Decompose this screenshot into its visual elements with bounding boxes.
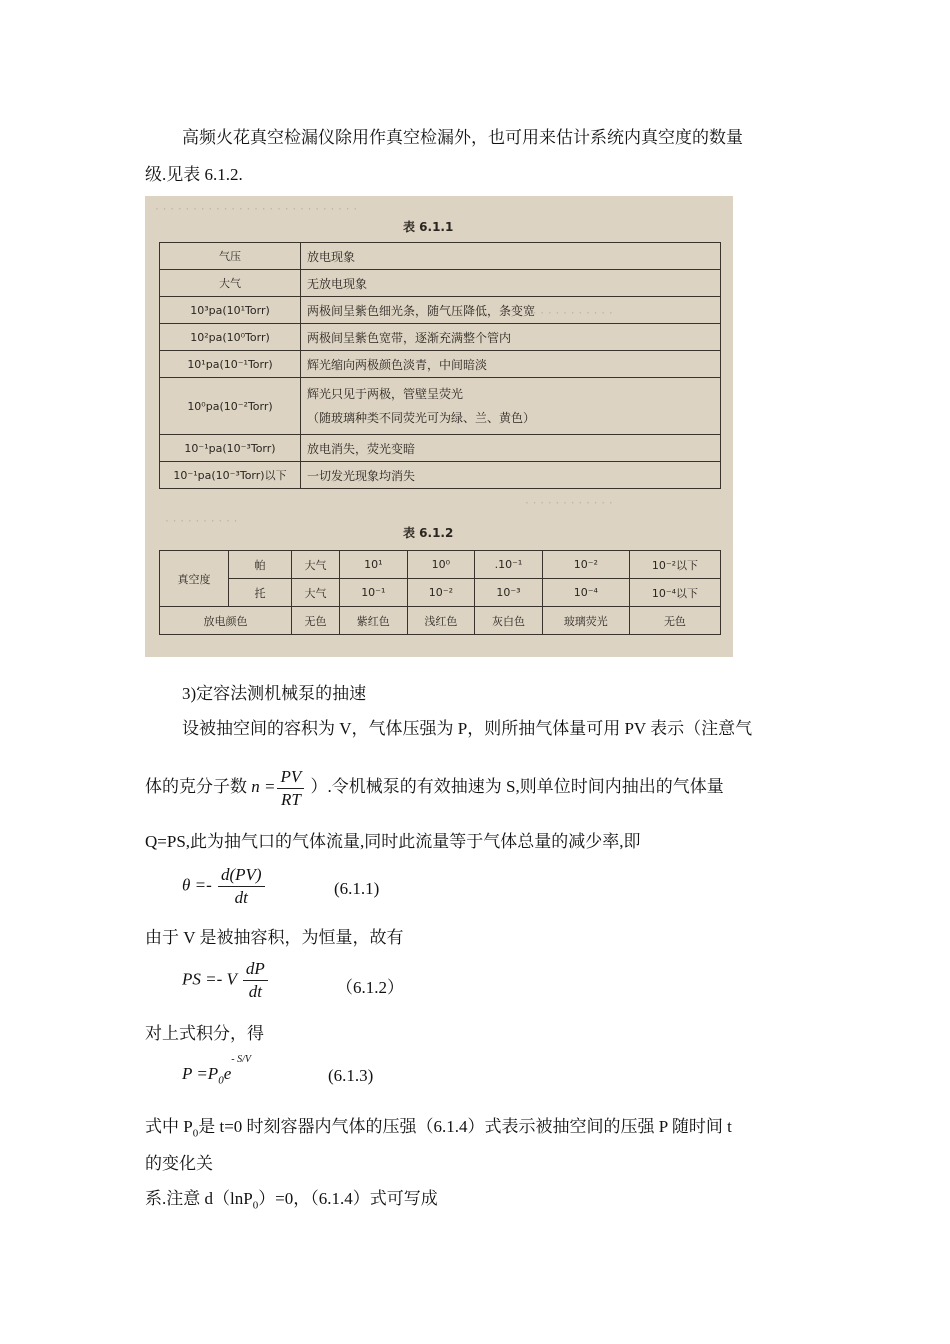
table-cell: 10⁻¹pa(10⁻³Torr)以下 [160,462,301,489]
table-cell: 10⁻¹ [340,579,408,607]
paragraph-line: 设被抽空间的容积为 V，气体压强为 P，则所抽气体量可用 PV 表示（注意气 [182,719,753,738]
table-row [160,297,721,324]
text-segment: 体的克分子数 [145,777,247,796]
table-title: 表 6.1.2 [403,526,454,540]
table-cell: 紫红色 [340,607,408,635]
table-cell: 帕 [229,551,292,579]
paragraph-line [145,762,724,812]
table-cell: 放电颜色 [160,607,292,635]
table-cell: 气压 [160,243,301,270]
table-row [160,435,721,462]
section-heading: 3)定容法测机械泵的抽速 [182,684,367,703]
table-cell: 放电现象 [301,243,721,270]
table-row [160,351,721,378]
table-cell: 10⁻²以下 [629,551,720,579]
table-row [160,579,721,607]
table-cell: 玻璃荧光 [542,607,629,635]
table-cell: 两极间呈紫色细光条，随气压降低，条变宽 [301,297,721,324]
equation-number: (6.1.3) [328,1066,374,1085]
table-row [160,378,721,435]
paragraph-line: 由于 V 是被抽容积，为恒量，故有 [145,928,404,947]
text-segment: 是 t=0 时刻容器内气体的压强（6.1.4）式表示被抽空间的压强 P 随时间 t [198,1117,732,1136]
paragraph-line: 的变化关 [145,1154,213,1173]
table-cell: 10⁻¹pa(10⁻³Torr) [160,435,301,462]
table-cell: 10⁻⁴以下 [629,579,720,607]
table-cell: 无放电现象 [301,270,721,297]
vacuum-color-table [159,550,721,635]
text-segment: ）=0，（6.1.4）式可写成 [258,1189,438,1208]
discharge-table [159,242,721,489]
table-row [160,324,721,351]
paragraph-line: Q=PS,此为抽气口的气体流量,同时此流量等于气体总量的减少率,即 [145,832,641,851]
table-cell: 10⁰pa(10⁻²Torr) [160,378,301,435]
table-cell: 大气 [292,551,340,579]
text-segment: 系.注意 d（lnP [145,1189,253,1208]
equation-number: （6.1.2） [336,978,404,997]
cell-line: （随玻璃种类不同荧光可为绿、兰、黄色） [307,411,536,425]
table-cell: 无色 [629,607,720,635]
table-cell: 放电消失，荧光变暗 [301,435,721,462]
table-cell: 10⁻² [407,579,475,607]
table-row [160,243,721,270]
table-cell: 真空度 [160,551,229,607]
table-cell: 10⁰ [407,551,475,579]
table-cell [301,378,721,435]
table-cell: 浅红色 [407,607,475,635]
text-segment: 式中 P [145,1117,193,1136]
paragraph-line: 系.注意 d（lnP$_0$）=0，（6.1.4）式可写成 [145,1189,438,1212]
paragraph-line: 级.见表 6.1.2. [145,165,243,184]
table-cell: 10¹ [340,551,408,579]
table-cell: 两极间呈紫色宽带，逐渐充满整个管内 [301,324,721,351]
equation-6-1-1: θ =- $\frac{d(PV)}{dt}$ [182,864,267,909]
table-cell: 辉光缩向两极颜色淡青，中间暗淡 [301,351,721,378]
table-cell: 10⁻² [542,551,629,579]
table-cell: 10¹pa(10⁻¹Torr) [160,351,301,378]
equation-6-1-3: $P =P_0e^{- S/V}$ [182,1054,251,1087]
cell-line: 辉光只见于两极，管壁呈荧光 [307,387,464,401]
paragraph-line: 高频火花真空检漏仪除用作真空检漏外，也可用来估计系统内真空度的数量 [182,128,743,147]
table-title: 表 6.1.1 [403,220,454,234]
table-row [160,607,721,635]
table-cell: 大气 [292,579,340,607]
table-cell: 大气 [160,270,301,297]
equation-number: (6.1.1) [334,879,380,898]
text-segment: ）.令机械泵的有效抽速为 S,则单位时间内抽出的气体量 [310,777,724,796]
table-cell: 灰白色 [475,607,543,635]
table-cell: 10⁻⁴ [542,579,629,607]
table-row [160,270,721,297]
table-cell: 托 [229,579,292,607]
table-row [160,462,721,489]
formula-mole-count: n = $\frac{PV}{RT}$ [251,777,306,796]
table-cell: .10⁻¹ [475,551,543,579]
table-row [160,551,721,579]
table-cell: 10²pa(10⁰Torr) [160,324,301,351]
paragraph-line: 对上式积分，得 [145,1024,264,1043]
scanned-table-image: · · · · · · · · · · · · · · · · · · · · · · · · · · · · · · · · · · · · · · · · · · · · · · · · · · · · · · · · · · · · · 表 6.1.1 气压 放电现象 大气 无放电现象 10³pa(10¹Torr) 两极间呈紫色细光条，随气压降低，条变宽 10²pa(10⁰Torr) 两极间呈紫色宽带，逐渐充满整个管内 10¹pa(10⁻¹Torr) 辉光缩向两极颜色淡青，中间暗淡 10⁰pa(10⁻²Torr) 辉光只见于两极，管壁呈荧光 （随玻璃种类不同荧光可为绿、兰、黄色） 10⁻¹pa(10⁻³Torr) 放电消失，荧光变暗 10⁻¹pa(10⁻³Torr)以下 一切发光现象均消失 表 6.1.2 真空度 帕 大气 10¹ 10⁰ .10⁻¹ 10⁻² 10⁻²以下 托 大气 10⁻¹ 10⁻² 10⁻³ 10⁻⁴ 10⁻⁴以下 放电颜色 无色 紫红色 浅红色 灰白色 玻璃荧光 无色 [145,196,733,657]
table-cell: 10⁻³ [475,579,543,607]
table-cell: 10³pa(10¹Torr) [160,297,301,324]
table-cell: 一切发光现象均消失 [301,462,721,489]
table-cell: 无色 [292,607,340,635]
equation-6-1-2: PS =- V $\frac{dP}{dt}$ [182,958,270,1003]
paragraph-line: 式中 $P_0$是 t=0 时刻容器内气体的压强（6.1.4）式表示被抽空间的压强 P 随时间 t [145,1117,732,1140]
